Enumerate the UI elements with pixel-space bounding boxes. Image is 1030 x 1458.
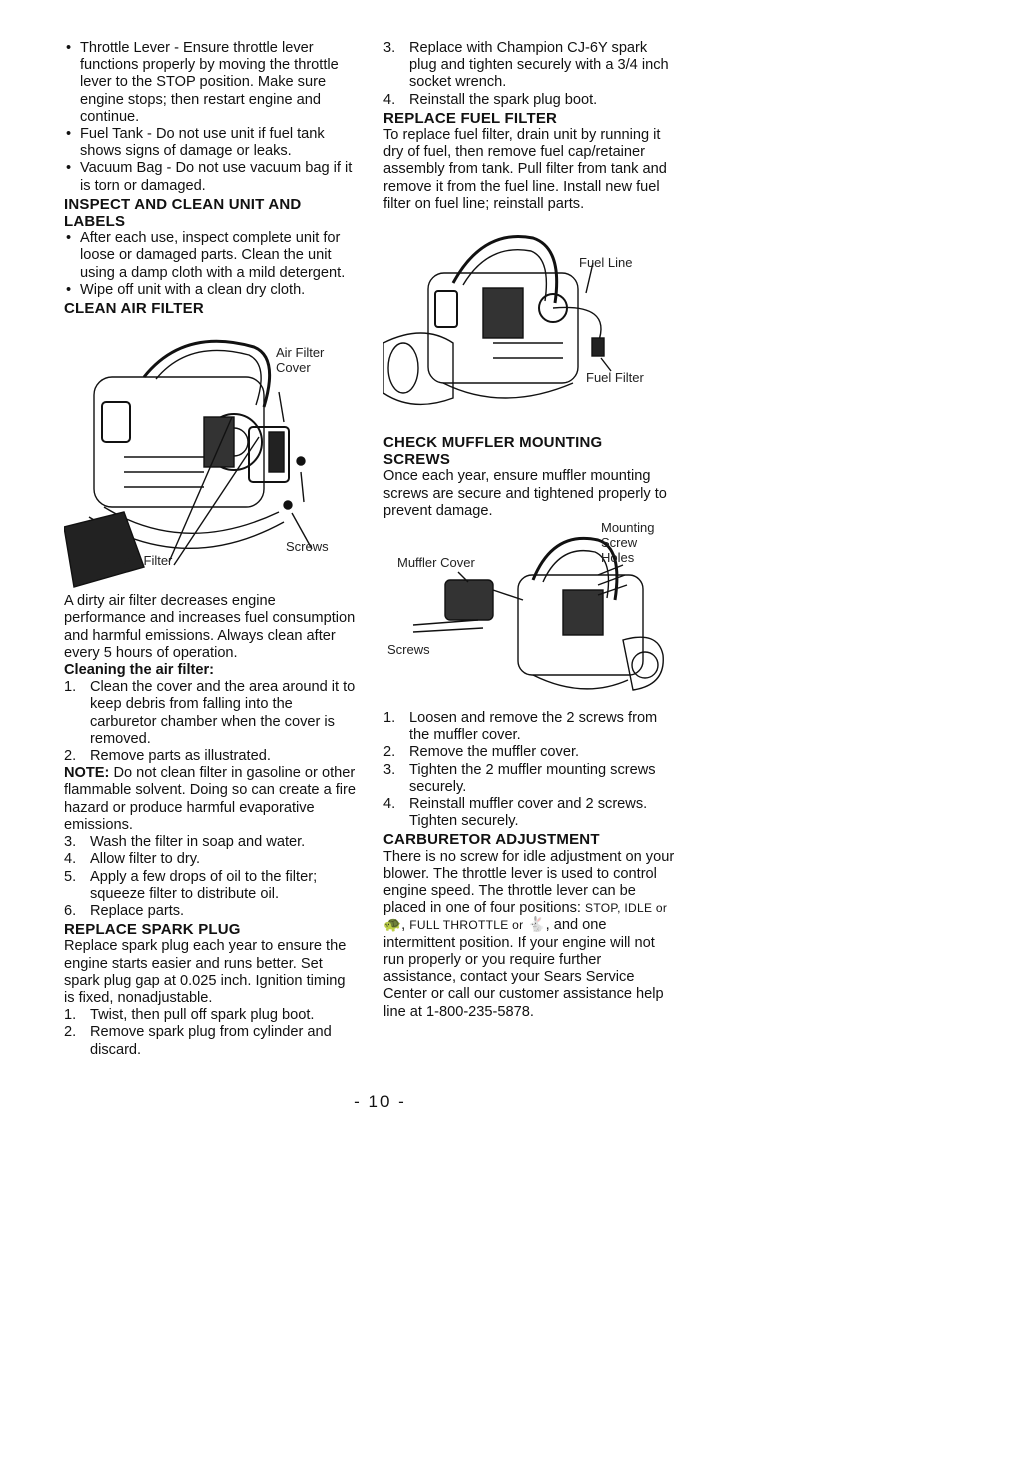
- air-filter-label: Air Filter: [124, 553, 173, 569]
- blower-fuel-filter-illustration: [383, 213, 673, 433]
- air-filter-heading: CLEAN AIR FILTER: [64, 300, 204, 318]
- mounting-screw-holes-label: Mounting Screw Holes: [601, 520, 655, 566]
- fuel-line-label: Fuel Line: [579, 255, 633, 271]
- bullet-fuel-tank: • Fuel Tank - Do not use unit if fuel tank shows signs of damage or leaks.: [66, 126, 325, 160]
- spark-step-3: 3. Replace with Champion CJ-6Y spark plug and tighten securely with a 3/4 inch socket wrench.: [383, 40, 669, 91]
- cleaning-step-5: 5. Apply a few drops of oil to the filter; squeeze filter to distribute oil.: [64, 868, 318, 902]
- air-filter-figure: [64, 317, 359, 593]
- bullet-after-use: • After each use, inspect complete unit for loose or damaged parts. Clean the unit using a damp cloth with a mild detergent.: [66, 230, 346, 281]
- air-filter-paragraph: A dirty air filter decreases engine performance and increases fuel consumption and harmful emissions. Always clean after every 5 hours of operation.: [64, 593, 356, 661]
- bullet-icon: •: [66, 40, 72, 56]
- cleaning-step-4: 4. Allow filter to dry.: [64, 851, 201, 868]
- note-label: NOTE:: [64, 765, 110, 782]
- spark-step-2: 2. Remove spark plug from cylinder and discard.: [64, 1024, 332, 1058]
- spark-plug-heading: REPLACE SPARK PLUG: [64, 921, 241, 939]
- screws-label: Screws: [286, 539, 329, 555]
- muffler-figure: [383, 520, 678, 710]
- bullet-throttle-lever: • Throttle Lever - Ensure throttle lever functions properly by moving the throttle lever to the STOP position. Make sure engine stops; then restart engine and continue.: [66, 40, 339, 125]
- muffler-step-3: 3. Tighten the 2 muffler mounting screws securely.: [383, 761, 656, 795]
- muffler-screws-label: Screws: [387, 642, 430, 658]
- right-column: [383, 40, 678, 1021]
- spark-plug-paragraph: Replace spark plug each year to ensure the engine starts easier and runs better. Set spark plug gap at 0.025 inch. Ignition timing is fixed, nonadjustable.: [64, 938, 347, 1006]
- muffler-step-2: 2. Remove the muffler cover.: [383, 744, 580, 761]
- page-number: - 10 -: [354, 1092, 406, 1111]
- fuel-filter-label: Fuel Filter: [586, 370, 644, 386]
- rabbit-icon: 🐇: [527, 917, 546, 934]
- bullet-icon: •: [66, 281, 72, 298]
- muffler-heading: CHECK MUFFLER MOUNTING SCREWS: [383, 434, 603, 469]
- fuel-filter-heading: REPLACE FUEL FILTER: [383, 109, 558, 127]
- turtle-icon: 🐢: [383, 917, 402, 934]
- spark-step-1: 1. Twist, then pull off spark plug boot.: [64, 1007, 315, 1024]
- bullet-icon: •: [66, 160, 72, 177]
- cleaning-step-3: 3. Wash the filter in soap and water.: [64, 834, 306, 851]
- cleaning-step-2: 2. Remove parts as illustrated.: [64, 748, 271, 765]
- muffler-step-1: 1. Loosen and remove the 2 screws from the muffler cover.: [383, 710, 658, 744]
- inspect-heading: INSPECT AND CLEAN UNIT AND LABELS: [64, 195, 302, 231]
- muffler-step-4: 4. Reinstall muffler cover and 2 screws. Tighten securely.: [383, 796, 648, 830]
- left-column: [64, 40, 359, 1059]
- cleaning-heading: Cleaning the air filter:: [64, 662, 215, 679]
- carburetor-paragraph: There is no screw for idle adjustment on your blower. The throttle lever is used to control engine speed. The throttle lever can be placed in one of four positions: STOP, IDLE or 🐢, FULL THROTTLE or 🐇, and one intermittent position. If your engine will not run properly or you require further assistance, contact your Sears Service Center or call our customer assistance help line at 1-800-235-5878.: [383, 848, 675, 1020]
- muffler-cover-label: Muffler Cover: [397, 555, 475, 571]
- fuel-filter-paragraph: To replace fuel filter, drain unit by running it dry of fuel, then remove fuel cap/retainer assembly from tank. Pull filter from tank and remove it from the fuel line. Install new fuel filter on fuel line; reinstall parts.: [383, 127, 667, 212]
- bullet-wipe-off: • Wipe off unit with a clean dry cloth.: [66, 281, 306, 298]
- air-filter-cover-label: Air Filter Cover: [276, 345, 325, 376]
- muffler-paragraph: Once each year, ensure muffler mounting screws are secure and tightened properly to prevent damage.: [383, 468, 667, 519]
- bullet-icon: •: [66, 230, 72, 247]
- spark-step-4: 4. Reinstall the spark plug boot.: [383, 91, 598, 108]
- note-paragraph: NOTE: Do not clean filter in gasoline or other flammable solvent. Doing so can create a fire hazard or produce harmful evaporative emissions.: [64, 765, 357, 833]
- bullet-icon: •: [66, 126, 72, 143]
- fuel-filter-figure: [383, 213, 678, 433]
- cleaning-step-6: 6. Replace parts.: [64, 902, 185, 919]
- cleaning-step-1: 1. Clean the cover and the area around it to keep debris from falling into the carburetor chamber when the cover is removed.: [64, 679, 356, 747]
- carburetor-heading: CARBURETOR ADJUSTMENT: [383, 831, 600, 849]
- bullet-vacuum-bag: • Vacuum Bag - Do not use vacuum bag if it is torn or damaged.: [66, 160, 353, 194]
